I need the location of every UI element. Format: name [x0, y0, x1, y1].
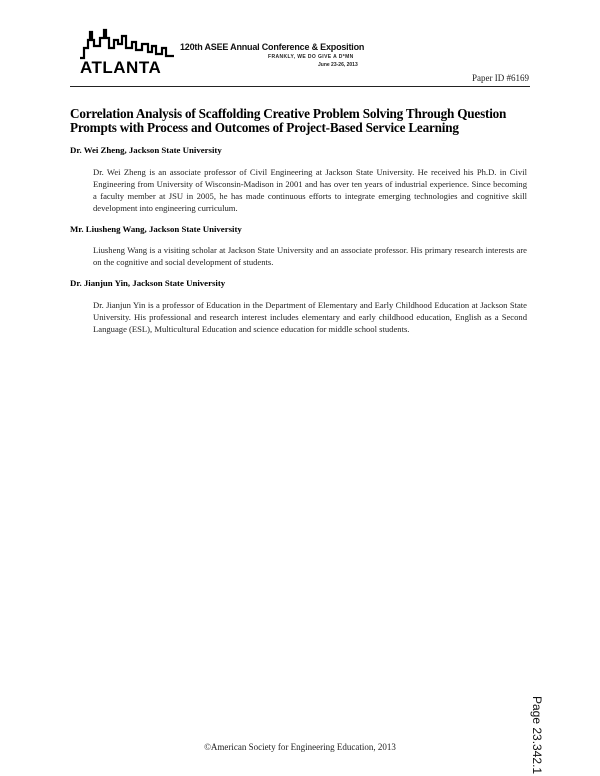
author-name: Mr. Liusheng Wang, Jackson State University — [70, 224, 242, 234]
paper-title: Correlation Analysis of Scaffolding Creative Problem Solving Through Question Prompts with Process and Outcomes of Project-Based Service Learning — [70, 106, 507, 135]
logo-wordmark: ATLANTA — [80, 58, 162, 77]
conference-name: 120th ASEE Annual Conference & Exposition — [180, 42, 365, 52]
conference-dates: June 23-26, 2013 — [318, 62, 358, 68]
author-bio: Dr. Jianjun Yin is a professor of Education in the Department of Elementary and Early Childhood Education at Jackson State University. His professional and research interest includes elementary and early childhood education, English as a Second Language (ESL), Multicultural Education and science education for middle school students. — [93, 300, 527, 335]
author-name: Dr. Jianjun Yin, Jackson State University — [70, 278, 226, 288]
author-bio: Liusheng Wang is a visiting scholar at Jackson State University and an associate professor. His primary research interests are on the cognitive and social development of students. — [93, 245, 527, 268]
copyright-footer: ©American Society for Engineering Education, 2013 — [204, 742, 396, 752]
paper-id: Paper ID #6169 — [472, 73, 529, 83]
header-divider — [70, 86, 530, 87]
author-bio: Dr. Wei Zheng is an associate professor of Civil Engineering at Jackson State University. He received his Ph.D. in Civil Engineering from University of Wisconsin-Madison in 2001 and has over ten years of industrial experience. Since becoming a faculty member at JSU in 2005, he has made continuous efforts to integrate emerging technologies and cognitive skill development into engineering curriculum. — [93, 167, 527, 214]
page-number: Page 23.342.1 — [530, 696, 544, 775]
conference-tagline: FRANKLY, WE DO GIVE A D*MN — [268, 54, 354, 60]
author-name: Dr. Wei Zheng, Jackson State University — [70, 145, 222, 155]
